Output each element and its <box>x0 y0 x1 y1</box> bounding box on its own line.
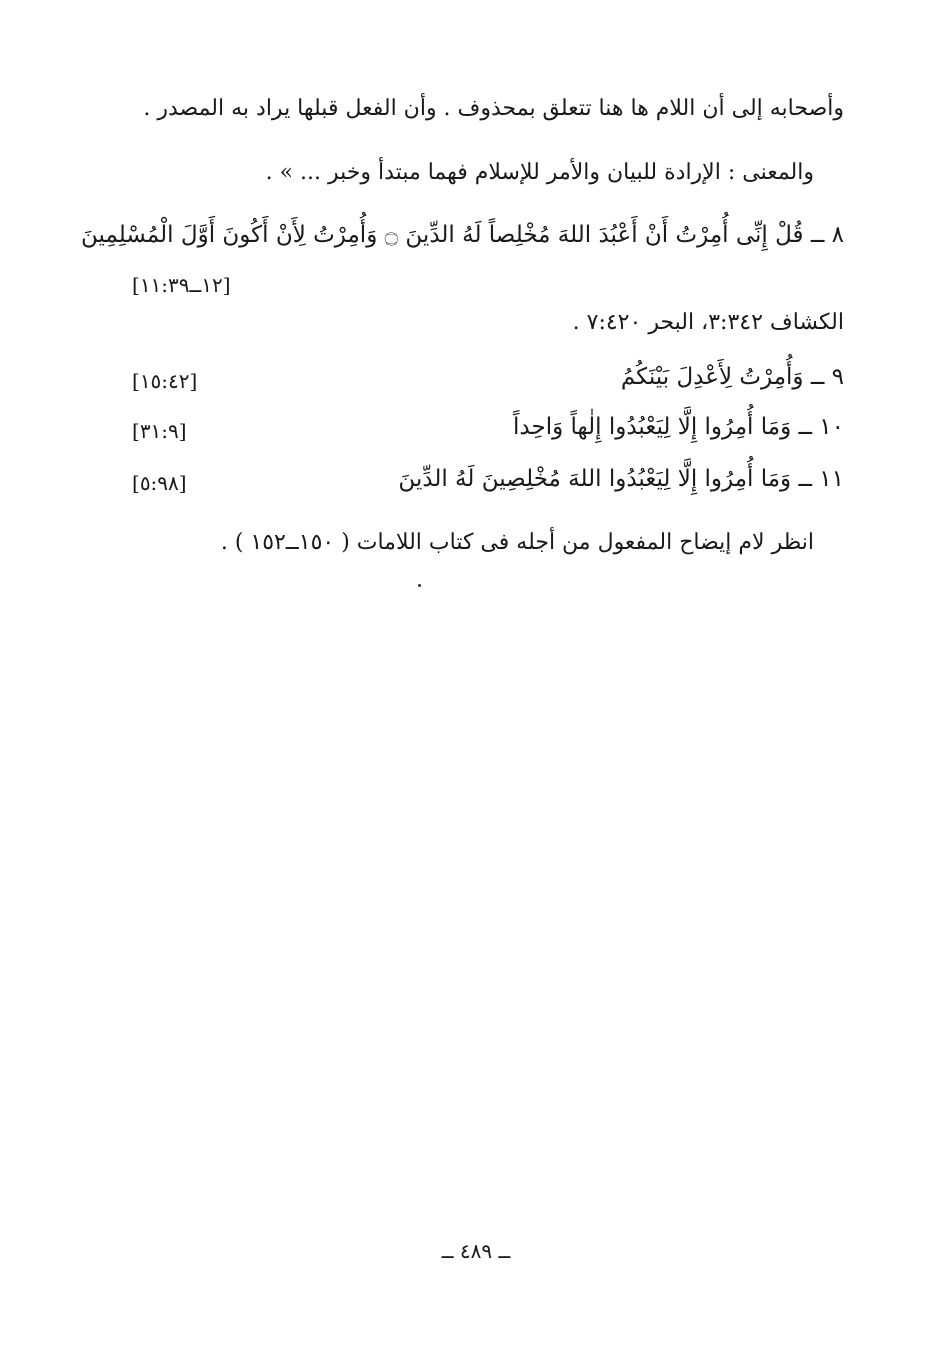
verse-10-reference: [٣١:٩] <box>132 419 187 443</box>
verse-10: ١٠ ــ وَمَا أُمِرُوا إِلَّا لِيَعْبُدُوا إِلٰهاً وَاحِداً <box>513 414 844 440</box>
page-number: ــ ٤٨٩ ــ <box>441 1239 511 1263</box>
ink-speck <box>418 584 421 587</box>
verse-8: ٨ ــ قُلْ إِنِّى أُمِرْتُ أَنْ أَعْبُدَ اللهَ مُخْلِصاً لَهُ الدِّينَ ۝ وَأُمِرْتُ لِأَنْ أَكُونَ أَوَّلَ الْمُسْلِمِينَ <box>81 222 844 248</box>
verse-9: ٩ ــ وَأُمِرْتُ لِأَعْدِلَ بَيْنَكُمُ <box>620 364 844 390</box>
verse-11-reference: [٥:٩٨] <box>132 471 187 495</box>
text-line-2: والمعنى : الإرادة للبيان والأمر للإسلام فهما مبتدأ وخبر ... » . <box>265 160 814 185</box>
text-line-1: وأصحابه إلى أن اللام ها هنا تتعلق بمحذوف . وأن الفعل قبلها يراد به المصدر . <box>143 96 844 121</box>
verse-11: ١١ ــ وَمَا أُمِرُوا إِلَّا لِيَعْبُدُوا اللهَ مُخْلِصِينَ لَهُ الدِّينَ <box>398 466 844 492</box>
text-line-see-also: انظر لام إيضاح المفعول من أجله فى كتاب اللامات ( ١٥٠ــ١٥٢ ) . <box>220 530 814 555</box>
text-line-sources: الكشاف ٣:٣٤٢، البحر ٧:٤٢٠ . <box>572 310 844 335</box>
verse-9-reference: [١٥:٤٢] <box>132 369 198 393</box>
verse-8-reference: [١٢ــ١١:٣٩] <box>132 273 231 297</box>
